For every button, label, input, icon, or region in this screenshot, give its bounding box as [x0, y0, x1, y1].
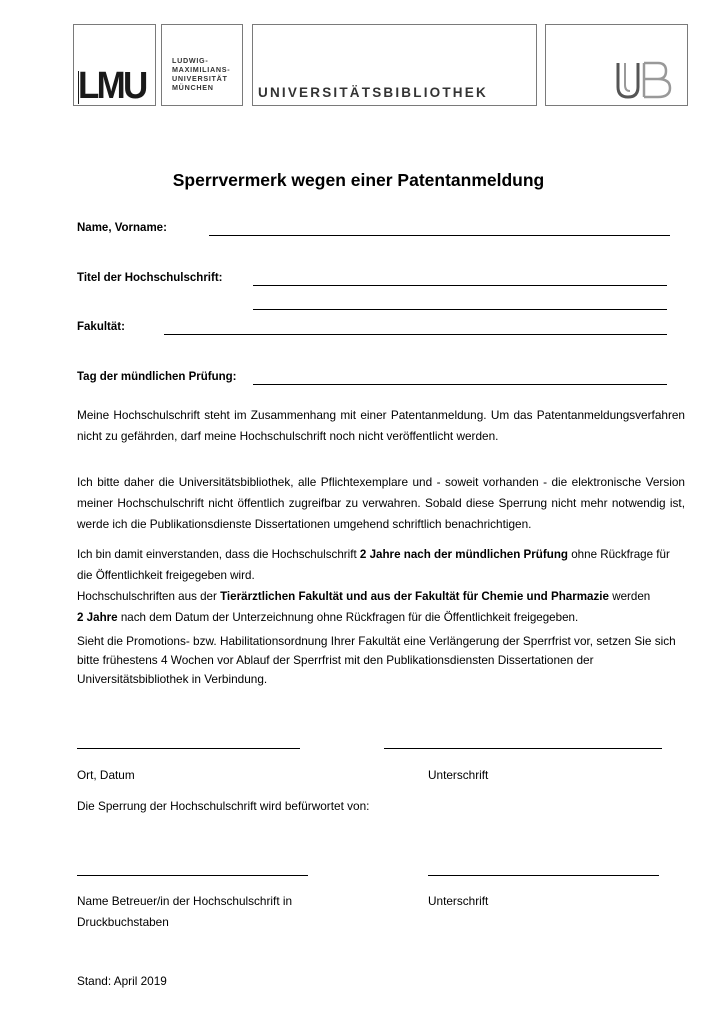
signature-line-1[interactable] [384, 748, 662, 749]
library-title-box [252, 24, 537, 106]
signature-label-2: Unterschrift [428, 894, 489, 908]
paragraph-release-terms: Ich bin damit einverstanden, dass die Hochschulschrift 2 Jahre nach der mündlichen Prüfung ohne Rückfrage für die Öffentlichkeit freigegeben wird. Hochschulschriften aus der Tierärztlichen Fakultät und aus der Fakultät für Chemie und Pharmazie werden 2 Jahre nach dem Datum der Unterzeichnung ohne Rückfragen für die Öffentlichkeit freigegeben. [77, 548, 670, 624]
ub-logo-box [545, 24, 688, 106]
thesis-title-input-line-1[interactable] [253, 285, 667, 286]
faculty-input-line[interactable] [164, 334, 667, 335]
supervisor-name-line[interactable] [77, 875, 308, 876]
ub-logo-text: UB [546, 25, 548, 26]
version-footer: Stand: April 2019 [77, 974, 167, 988]
ub-logo [546, 25, 687, 105]
exam-day-label: Tag der mündlichen Prüfung: [77, 371, 237, 383]
library-title: UNIVERSITÄTSBIBLIOTHEK [258, 85, 488, 100]
thesis-title-label: Titel der Hochschulschrift: [77, 272, 223, 284]
lmu-name-box [161, 24, 243, 106]
paragraph-patent-notice: Meine Hochschulschrift steht im Zusammenhang mit einer Patentanmeldung. Um das Patentanmeldungsverfahren nicht zu gefährden, darf meine Hochschulschrift noch nicht veröffentlicht werden. [77, 408, 685, 443]
page-title: Sperrvermerk wegen einer Patentanmeldung [172, 170, 545, 190]
exam-day-input-line[interactable] [253, 384, 667, 385]
faculty-label: Fakultät: [77, 321, 125, 333]
place-date-line[interactable] [77, 748, 300, 749]
endorsement-text: Die Sperrung der Hochschulschrift wird befürwortet von: [77, 799, 370, 813]
lmu-logo: LMU [78, 65, 146, 107]
name-label: Name, Vorname: [77, 222, 167, 234]
place-date-label: Ort, Datum [77, 768, 135, 782]
lmu-logo-box [73, 24, 156, 106]
signature-label-1: Unterschrift [428, 768, 489, 782]
signature-line-2[interactable] [428, 875, 659, 876]
thesis-title-input-line-2[interactable] [253, 309, 667, 310]
lmu-name-text: LUDWIG- MAXIMILIANS- UNIVERSITÄT MÜNCHEN [172, 56, 231, 92]
paragraph-library-request: Ich bitte daher die Universitätsbibliothek, alle Pflichtexemplare und - soweit vorhanden - die elektronische Version meiner Hochschulschrift nicht öffentlich zugreifbar zu verwahren. Sobald diese Sperrung nicht mehr notwendig ist, werde ich die Publikationsdienste Dissertationen umgehend schriftlich benachrichtigen. [77, 475, 685, 531]
name-input-line[interactable] [209, 235, 670, 236]
supervisor-name-label: Name Betreuer/in der Hochschulschrift in Druckbuchstaben [77, 894, 293, 929]
paragraph-extension-notice: Sieht die Promotions- bzw. Habilitationsordnung Ihrer Fakultät eine Verlängerung der Sperrfrist vor, setzen Sie sich bitte frühestens 4 Wochen vor Ablauf der Sperrfrist mit den Publikationsdiensten Dissertationen der Universitätsbibliothek in Verbindung. [77, 634, 676, 686]
